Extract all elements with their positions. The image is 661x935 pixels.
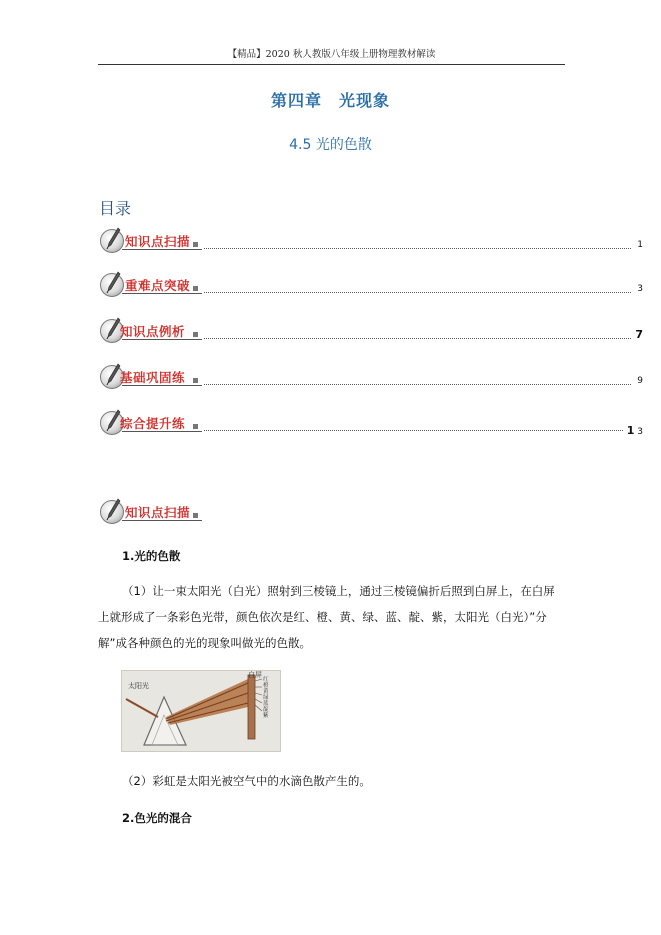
toc-label: 知识点扫描	[125, 234, 191, 249]
badge-underline	[122, 520, 202, 521]
toc-leader	[204, 384, 631, 385]
section-heading-color-mixing: 2.色光的混合	[122, 811, 192, 825]
section-badge-knowledge-scan	[98, 497, 202, 527]
header-rule	[98, 64, 565, 65]
color-label: 红	[263, 677, 269, 683]
paragraph-rainbow: （2）彩虹是太阳光被空气中的水滴色散产生的。	[122, 774, 371, 788]
toc-heading: 目录	[99, 199, 132, 218]
badge-marker	[193, 286, 198, 291]
badge-marker	[193, 242, 198, 247]
toc-leader	[204, 430, 623, 431]
paragraph-dispersion: （1）让一束太阳光（白光）照射到三棱镜上，通过三棱镜偏折后照到白屏上，在白屏上就形成了一条彩色光带，颜色依次是红、橙、黄、绿、蓝、靛、紫，太阳光（白光）”分解”成各种颜色的光的现象叫做光的色散。	[98, 584, 555, 650]
badge-underline	[122, 339, 202, 340]
toc-page-number	[627, 424, 643, 437]
toc-leader	[204, 338, 631, 339]
toc-entry-advanced-practice[interactable]	[98, 408, 643, 442]
prism-dispersion-figure	[121, 670, 281, 752]
pen-icon	[104, 271, 122, 293]
spectrum-labels	[263, 677, 271, 719]
badge-marker	[193, 513, 198, 518]
badge-marker	[193, 332, 198, 337]
badge-underline	[122, 385, 202, 386]
toc-page-number: 3	[637, 284, 643, 294]
toc-page-number: 7	[635, 328, 643, 341]
screen-label: 白屏	[248, 671, 262, 679]
badge-marker	[193, 424, 198, 429]
spectrum-band	[166, 679, 248, 725]
color-label: 靛	[263, 707, 269, 713]
toc-leader	[204, 292, 631, 293]
color-label: 橙	[263, 683, 269, 689]
section-title: 4.5 光的色散	[289, 137, 372, 153]
toc-entry-knowledge-scan[interactable]	[98, 226, 643, 260]
badge-underline	[122, 431, 202, 432]
toc-badge	[98, 362, 202, 392]
toc-label: 综合提升练	[120, 416, 186, 431]
toc-badge	[98, 270, 202, 300]
toc-leader	[204, 248, 631, 249]
toc-label: 重难点突破	[125, 278, 191, 293]
badge-underline	[122, 293, 202, 294]
toc-entry-examples[interactable]	[98, 316, 643, 350]
sun-label: 太阳光	[128, 682, 149, 690]
toc-page-suffix: 3	[637, 427, 643, 437]
toc-entry-basic-practice[interactable]	[98, 362, 643, 396]
section-heading-dispersion: 1.光的色散	[122, 549, 181, 563]
chapter-title: 第四章 光现象	[270, 91, 390, 110]
toc-badge	[98, 316, 202, 346]
incident-ray	[126, 699, 158, 717]
toc-entry-key-points[interactable]	[98, 270, 643, 304]
toc-page-number: 1	[637, 240, 643, 250]
toc-badge	[98, 226, 202, 256]
badge-underline	[122, 249, 202, 250]
white-screen	[248, 675, 255, 739]
toc-label: 知识点例析	[120, 324, 186, 339]
pen-icon	[104, 227, 122, 249]
page-header: 【精品】2020 秋人教版八年级上册物理教材解读	[227, 49, 436, 60]
color-label: 蓝	[263, 701, 269, 707]
color-label: 黄	[263, 689, 269, 695]
toc-page-prefix: 1	[626, 424, 635, 437]
pen-icon	[104, 498, 122, 520]
toc-label: 基础巩固练	[120, 370, 186, 385]
toc-page-number: 9	[637, 376, 643, 386]
section-badge-label: 知识点扫描	[125, 505, 191, 520]
color-label: 紫	[263, 713, 269, 719]
color-label: 绿	[263, 695, 269, 701]
badge-marker	[193, 378, 198, 383]
toc-badge	[98, 408, 202, 438]
